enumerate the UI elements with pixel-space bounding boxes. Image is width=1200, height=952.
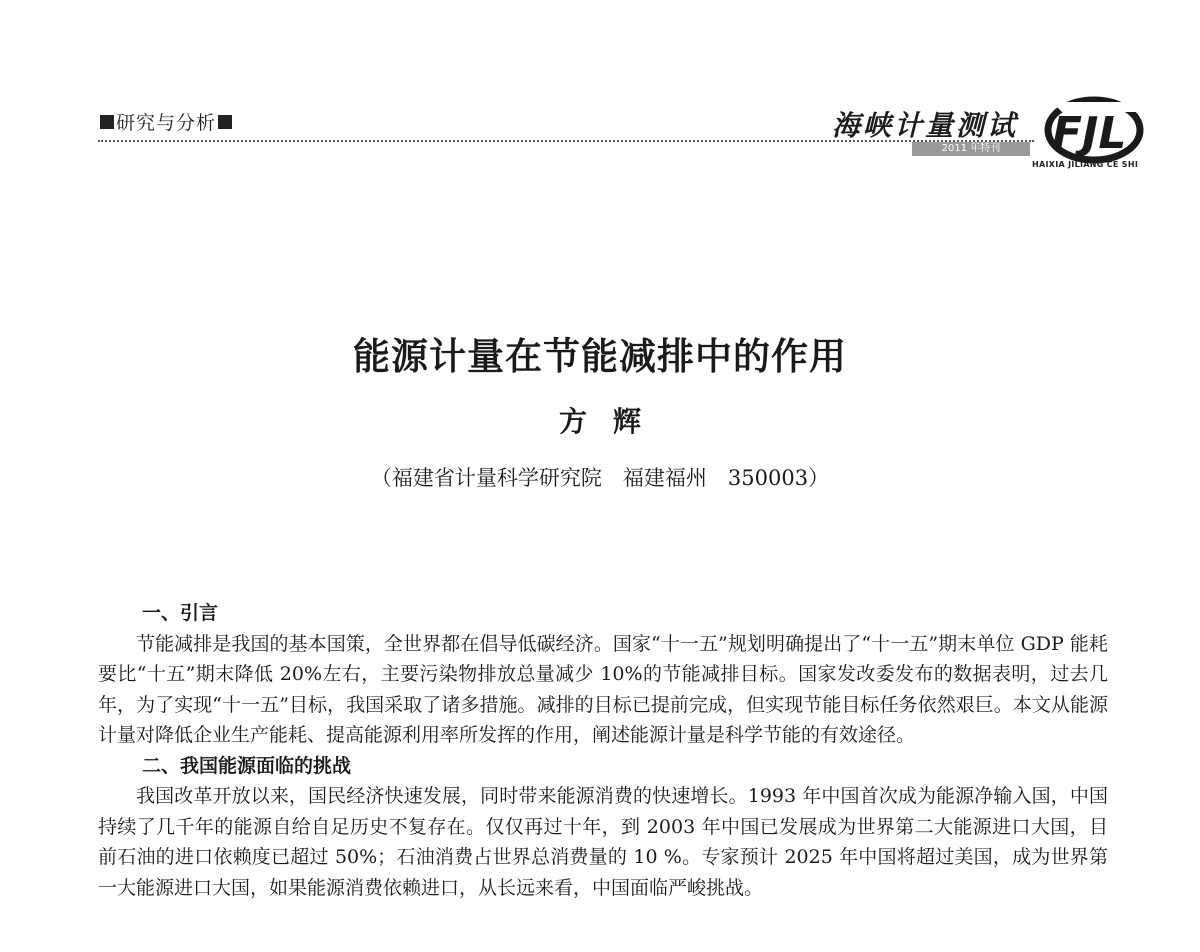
section-paragraph: 我国改革开放以来，国民经济快速发展，同时带来能源消费的快速增长。1993 年中国首次成为能源净输入国，中国持续了几千年的能源自给自足历史不复存在。仅仅再过十年，到 2003 年中国已发展成为世界第二大能源进口大国，目前石油的进口依赖度已超过 50%；石油消费占世界总消费量的 10 %。专家预计 2025 年中国将超过美国，成为世界第一大能源进口大国，如果能源消费依赖进口，从长远来看，中国面临严峻挑战。 <box>98 785 1108 899</box>
journal-name: 海峡计量测试 <box>832 109 1019 142</box>
square-bullet-icon <box>100 115 114 129</box>
paper-body <box>98 598 1108 903</box>
section-tag <box>98 108 234 135</box>
journal-pinyin: HAIXIA JILIANG CE SHI <box>1032 160 1139 169</box>
section-heading: 二、我国能源面临的挑战 <box>142 754 352 777</box>
journal-logo-text: FJL <box>1052 108 1127 159</box>
journal-masthead <box>820 100 1150 180</box>
square-bullet-icon <box>218 115 232 129</box>
journal-logo-icon <box>1032 92 1144 168</box>
section-paragraph: 节能减排是我国的基本国策，全世界都在倡导低碳经济。国家“十一五”规划明确提出了“十一五”期末单位 GDP 能耗要比“十五”期末降低 20%左右，主要污染物排放总量减少 10%的节能减排目标。国家发改委发布的数据表明，过去几年，为了实现“十一五”目标，我国采取了诸多措施。减排的目标已提前完成，但实现节能目标任务依然艰巨。本文从能源计量对降低企业生产能耗、提高能源利用率所发挥的作用，阐述能源计量是科学节能的有效途径。 <box>98 632 1108 746</box>
paper-affiliation: （福建省计量科学研究院 福建福州 350003） <box>370 466 830 490</box>
section-tag-label: 研究与分析 <box>116 112 217 134</box>
paper-author: 方辉 <box>558 405 667 438</box>
journal-issue: 2011 年特刊 <box>912 142 1030 156</box>
paper-title: 能源计量在节能减排中的作用 <box>353 335 847 378</box>
section-heading: 一、引言 <box>142 602 219 624</box>
